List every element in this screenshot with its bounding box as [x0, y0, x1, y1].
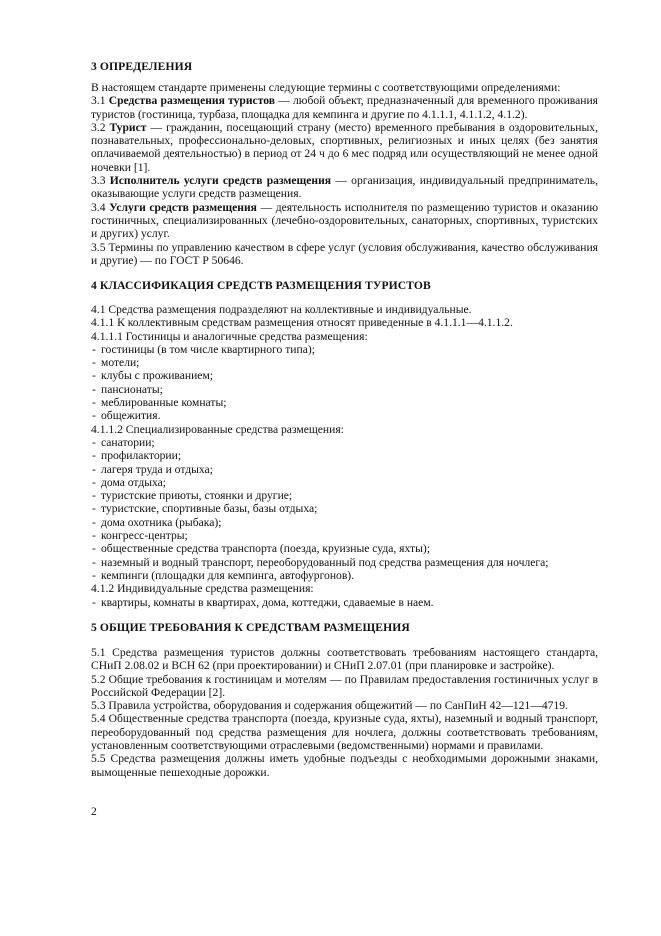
list-item: - гостиницы (в том числе квартирного типа); — [91, 343, 598, 356]
list-item: - общественные средства транспорта (поезда, круизные суда, яхты); — [91, 542, 598, 555]
page-number: 2 — [91, 805, 97, 818]
term-3-1: 3.1 Средства размещения туристов — любой объект, предназначенный для временного проживания туристов (гостиница, турбаза, площадка для кемпинга и другие по 4.1.1.1, 4.1.1.2, 4.1.2). — [91, 94, 598, 121]
list-item: - квартиры, комнаты в квартирах, дома, коттеджи, сдаваемые в наем. — [91, 596, 598, 609]
paragraph-4-1-2: 4.1.2 Индивидуальные средства размещения: — [91, 582, 314, 596]
list-item: - туристские приюты, стоянки и другие; — [91, 489, 598, 502]
section-3-body — [91, 81, 598, 267]
paragraph-4-1-1: 4.1.1 К коллективным средствам размещения относят приведенные в 4.1.1.1—4.1.1.2. — [91, 316, 513, 330]
paragraph-3-5: 3.5 Термины по управлению качеством в сфере услуг (условия обслуживания, качество обслуживания и другие) — по ГОСТ Р 50646. — [91, 240, 598, 267]
paragraph-5-3: 5.3 Правила устройства, оборудования и содержания общежитий — по СанПиН 42—121—4719. — [91, 699, 568, 713]
section-3-intro: В настоящем стандарте применены следующие термины с соответствующими определениями: — [91, 81, 561, 94]
paragraph-4-1: 4.1 Средства размещения подразделяют на коллективные и индивидуальные. — [91, 303, 472, 316]
list-item: - клубы с проживанием; — [91, 369, 598, 382]
term-3-2-title: Турист — [109, 120, 147, 134]
list-item: - меблированные комнаты; — [91, 396, 598, 409]
term-3-1-title: Средства размещения туристов — [108, 94, 275, 108]
section-5-heading: 5 ОБЩИЕ ТРЕБОВАНИЯ К СРЕДСТВАМ РАЗМЕЩЕНИЯ — [91, 621, 410, 634]
paragraph-4-1-1-1: 4.1.1.1 Гостиницы и аналогичные средства размещения: — [91, 329, 368, 343]
paragraph-5-4: 5.4 Общественные средства транспорта (поезда, круизные суда, яхты), наземный и водный транспорт, переоборудованный под средства размещения для ночлега, должны соответствовать требованиям, установленным соответствующими отраслевыми (ведомственными) нормами и правилами. — [91, 712, 598, 753]
list-item: - кемпинги (площадки для кемпинга, автофургонов). — [91, 569, 598, 582]
list-item: - конгресс-центры; — [91, 529, 598, 542]
term-3-3: 3.3 Исполнитель услуги средств размещения — организация, индивидуальный предприниматель, оказывающие услуги средств размещения. — [91, 174, 598, 201]
section-4-body — [91, 303, 598, 609]
specialized-types-list — [91, 436, 598, 582]
term-3-4-title: Услуги средств размещения — [109, 200, 257, 214]
paragraph-5-1: 5.1 Средства размещения туристов должны соответствовать требованиям настоящего стандарта, СНиП 2.08.02 и ВСН 62 (при проектировании) и СНиП 2.07.01 (при планировке и застройке). — [91, 646, 598, 673]
paragraph-4-1-1-2: 4.1.1.2 Специализированные средства размещения: — [91, 422, 344, 436]
hotel-types-list — [91, 343, 598, 423]
term-3-4: 3.4 Услуги средств размещения — деятельность исполнителя по размещению туристов и оказанию гостиничных, специализированных (лечебно-оздоровительных, санаторных, спортивных, туристских и других) услуг. — [91, 200, 598, 241]
list-item: - лагеря труда и отдыха; — [91, 463, 598, 476]
list-item: - профилактории; — [91, 449, 598, 462]
list-item: - дома охотника (рыбака); — [91, 516, 598, 529]
list-item: - общежития. — [91, 409, 598, 422]
section-5-body — [91, 646, 598, 779]
list-item: - мотели; — [91, 356, 598, 369]
list-item: - дома отдыха; — [91, 476, 598, 489]
paragraph-5-2: 5.2 Общие требования к гостиницам и мотелям — по Правилам предоставления гостиничных услуг в Российской Федерации [2]. — [91, 672, 598, 699]
individual-types-list — [91, 596, 598, 609]
term-3-2: 3.2 Турист — гражданин, посещающий страну (место) временного пребывания в оздоровительных, познавательных, профессионально-деловых, спортивных, религиозных и иных целях (без занятия оплачиваемой деятельностью) в период от 24 ч до 6 мес подряд или осуществляющий не менее одной ночевки [1]. — [91, 120, 598, 174]
list-item: - туристские, спортивные базы, базы отдыха; — [91, 502, 598, 515]
section-3-heading: 3 ОПРЕДЕЛЕНИЯ — [91, 60, 193, 73]
paragraph-5-5: 5.5 Средства размещения должны иметь удобные подъезды с необходимыми дорожными знаками, вымощенные пешеходные дорожки. — [91, 752, 598, 779]
term-3-3-title: Исполнитель услуги средств размещения — [109, 174, 332, 188]
list-item: - пансионаты; — [91, 383, 598, 396]
list-item: - наземный и водный транспорт, переоборудованный под средства размещения для ночлега; — [91, 556, 598, 569]
list-item: - санатории; — [91, 436, 598, 449]
section-4-heading: 4 КЛАССИФИКАЦИЯ СРЕДСТВ РАЗМЕЩЕНИЯ ТУРИСТОВ — [91, 279, 431, 292]
